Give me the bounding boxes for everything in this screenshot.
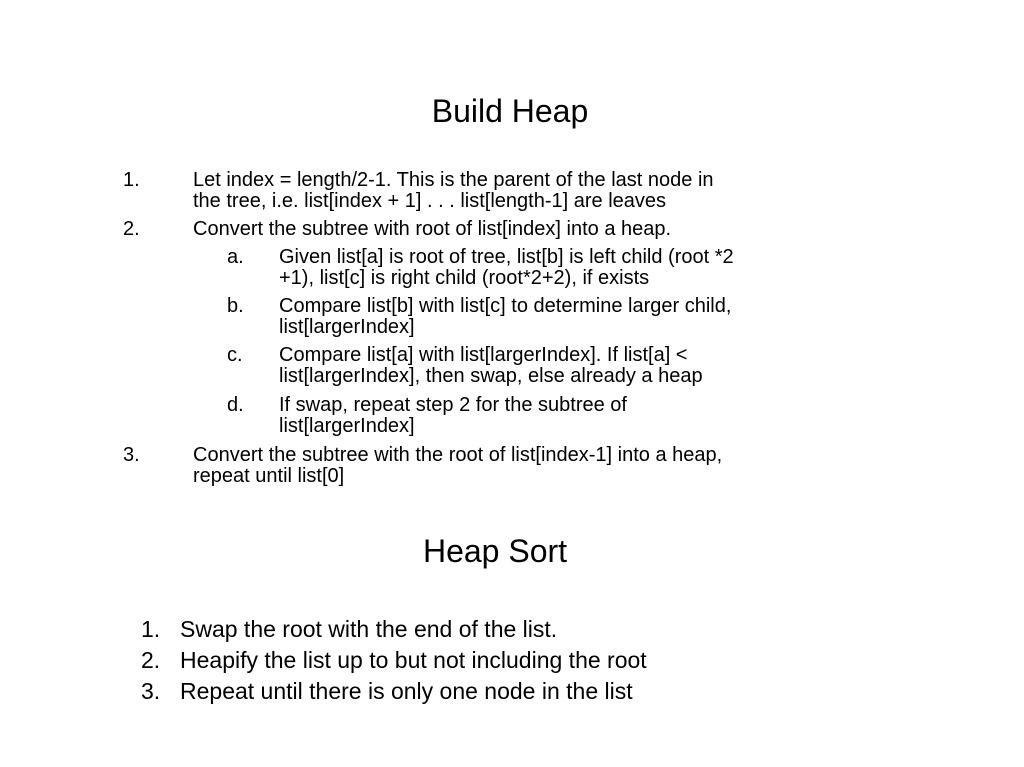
substep-text: Compare list[a] with list[largerIndex]. If list[a] < list[largerIndex], then swap, else already a heap [279, 344, 703, 387]
step-marker: 2. [123, 218, 140, 240]
heap-sort-title: Heap Sort [422, 533, 568, 569]
step-marker: 3. [123, 444, 140, 466]
substep-text: If swap, repeat step 2 for the subtree of list[largerIndex] [279, 394, 627, 437]
substep-marker: a. [227, 246, 244, 268]
substep-marker: b. [227, 295, 244, 317]
substep-marker: c. [227, 344, 243, 366]
substep-marker: d. [227, 394, 244, 416]
step-marker: 1. [123, 169, 140, 191]
build-heap-title: Build Heap [431, 93, 589, 129]
substep-text: Given list[a] is root of tree, list[b] is left child (root *2 +1), list[c] is right child (root*2+2), if exists [279, 246, 734, 289]
step-marker: 2. [141, 647, 161, 673]
step-text: Convert the subtree with the root of list[index-1] into a heap, repeat until list[0] [193, 444, 723, 487]
step-text: Convert the subtree with root of list[index] into a heap. [193, 218, 672, 240]
step-text: Repeat until there is only one node in the list [180, 678, 633, 704]
substep-text: Compare list[b] with list[c] to determine larger child, list[largerIndex] [279, 295, 732, 338]
step-text: Let index = length/2-1. This is the parent of the last node in the tree, i.e. list[index + 1] . . . list[length-1] are leaves [193, 169, 714, 212]
step-marker: 1. [141, 616, 161, 642]
step-marker: 3. [141, 678, 161, 704]
step-text: Heapify the list up to but not including the root [180, 647, 647, 673]
step-text: Swap the root with the end of the list. [180, 616, 558, 642]
